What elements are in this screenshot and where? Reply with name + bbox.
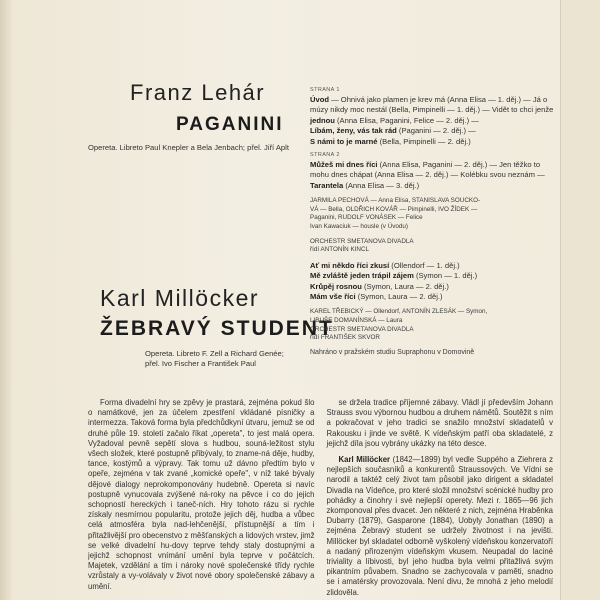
liner-paragraph-3 — [327, 455, 554, 598]
side-2-track-details: (Anna Elisa — 3. děj.) — [343, 180, 420, 190]
side-1-track — [310, 137, 558, 147]
liner-lead-name: Karl Millöcker — [338, 455, 391, 465]
student-track-details: (Symon, Laura — 2. děj.) — [361, 281, 449, 291]
lehar-subtitle: Opereta. Libreto Paul Knepler a Bela Jenbach; přel. Jiří Aplt — [88, 143, 289, 152]
side-2-track — [310, 160, 558, 181]
cast-credit-line: Ivan Kawaciuk — housle (v Úvodu) — [310, 223, 408, 231]
adjacent-column-fragment — [560, 0, 600, 600]
student-credit-line: řídí FRANTIŠEK SKVOR — [310, 334, 380, 342]
student-track-title: Mám vše říci — [310, 292, 356, 302]
student-credit-line: KAREL TŘEBICKÝ — Ollendorf, ANTONÍN ZLESÁK — Symon, — [310, 308, 488, 316]
side-2-track-details: (Anna Elisa, Paganini — 2. děj.) — Jen těžko to mohu dnes chápat (Anna Elisa — 2. děj.) — Kolébku svou neznám — — [310, 160, 545, 180]
student-tracks — [310, 261, 558, 303]
paganini-cast-credits — [310, 197, 558, 231]
student-track — [310, 271, 558, 281]
side-2-track-title: Můžeš mi dnes říci — [310, 160, 378, 170]
student-cast-credits — [310, 308, 558, 342]
side-1-track-title: jednou — [310, 115, 335, 125]
paganini-orchestra: ORCHESTR SMETANOVA DIVADLA — [310, 237, 414, 245]
student-track-title: Krůpěj rosnou — [310, 281, 362, 291]
cast-credit-line: Paganini, RUDOLF VONÁSEK — Felice — [310, 214, 423, 222]
student-track-title: Mě zvláště jeden trápil zájem — [310, 271, 414, 281]
side-1-label: STRANA 1 — [310, 87, 340, 93]
student-credit-line: ORCHESTR SMETANOVA DIVADLA — [310, 325, 414, 333]
student-track-title: Ať mi někdo říci zkusí — [310, 260, 390, 270]
liner-paragraph-2: se držela tradice příjemné zábavy. Vládl jí především Johann Strauss svou výbornou hudbou a druhem námětů. Soutěžit s ním a pokračovat v jeho tradici se snažilo množství skladatelů v Rakousku i jinde ve světě. K vídeňským patří oba skladatelé, z jejichž díla jsou vybrány ukázky na této desce. — [326, 398, 553, 448]
side-1-track-title: S námi to je marné — [310, 136, 378, 146]
side-1-track — [310, 95, 558, 116]
side-2-track — [310, 181, 558, 191]
cast-credit-line: JARMILA PECHOVÁ — Anna Elisa, STANISLAVA SOUCKO- — [310, 197, 481, 205]
side-1-track-details: — Ohnivá jako plamen je krev má (Anna Elisa — 1. děj.) — Já o múzy nikdy moc nestál (Bella, Pimpinelli — 1. děj.) — Vidět to chci jenže — [310, 95, 554, 115]
student-track-details: (Symon, Laura — 2. děj.) — [355, 292, 443, 302]
student-track — [310, 282, 558, 292]
side-1-track — [310, 116, 558, 126]
side-1-track-details: (Anna Elisa, Paganini, Felice — 2. děj.) — — [334, 115, 479, 125]
student-track-details: (Ollendorf — 1. děj.) — [389, 260, 460, 270]
side-2-label: STRANA 2 — [310, 152, 340, 159]
millocker-composer-name: Karl Millöcker — [100, 285, 260, 311]
liner-notes — [88, 398, 553, 600]
millocker-subtitle-1: Opereta. Libreto F. Zell a Richard Genée; — [145, 349, 284, 358]
side-1-tracks — [310, 95, 558, 147]
side-1-track-details: (Paganini — 2. děj.) — — [396, 126, 476, 136]
student-track — [310, 292, 558, 302]
sleeve-left-edge — [0, 0, 12, 600]
liner-paragraph-3-text: (1842—1899) byl vedle Suppého a Ziehrera z nejlepších současníků a konkurentů Straussových. Ve Vídni se narodil a taktéž celý život tam působil jako dirigent a skladatel Divadla na Vídeňce, pro které složil množství scénické hudby pro pohádky a činohry i své nejlepší operety. Mezi r. 1865—96 jich zkomponoval přes dvacet. Jen některé z nich, zejména Hraběnka Dubarry (1879), Gasparone (1884), Uobyly Jonathan (1890) a zejména Žebravý student se udržely životnost i na jevišti. Millöcker byl skladatel odborně vyškolený vídeňskou konzervatoří a nadaný přirozeným vídeňským vkusem. Neupadal do laciné triviality a líbivosti, byl jeho hudba byla velmi přitažlivá svým pikantním půvabem. Snadno se zachycovala v paměti, snadno se i amatérsky provozovala. Není divu, že mnohá z jeho melodií zlidověla. — [326, 455, 553, 597]
paganini-conductor: řídí ANTONÍN KINCL — [310, 246, 370, 254]
student-credit-line: LIBUŠE DOMANÍNSKÁ — Laura — [310, 317, 403, 325]
lehar-composer-name: Franz Lehár — [130, 80, 266, 105]
side-2-track-title: Tarantela — [310, 180, 344, 190]
liner-paragraph-1: Forma divadelní hry se zpěvy je prastará, zejména pokud šlo o namátkové, jen za účelem zpestření vkládané písničky a intermezza. Taková forma byla předchůdkyní útvaru, jemuž se od druhé půle 19. století začalo říkat „opereta", to jest malá opera. Vyžadoval pevně sepětí slova s hudbou, souná-ležitost stylu všech složek, které postupně přibývaly, to zname-ná děje, hudby, tance, kostýmů a výpravy. Tak tomu už dávno předtím bylo v opeře, zejména v tak zvané „komické opeře", v níž také bývaly dějové dialogy neprokomponovány hudebně. Opereta si navíc postupně vynucovala zvýšené ná-roky na pěvce i co do jejich schopností hereckých i taneč-ních. Hry tohoto rázu si rychle získaly nesmírnou popularitu, protože jejich děj, hudba a vůbec celá atmosféra byla nad-lehčenější, přístupnější a tím i přitažlivější pro obecenstvo z měšťanských a lidových vrstev, jimž se velké divadelní hu-dovy teprve tehdy staly dostupnými a jejichž schopnost vnímání umění byla teprve v počátcích. Majetek, vzdělání a tím i nároky nové společenské třídy rychle vzrůstaly a vy-volávaly v život nové obory společenské zábavy a umění. — [88, 398, 315, 591]
student-track — [310, 261, 558, 271]
side-1-track — [310, 126, 558, 136]
side-1-track-title: Úvod — [310, 95, 329, 104]
millocker-work-title: ŽEBRAVÝ STUDENT — [100, 317, 334, 340]
cast-credit-line: VÁ — Bella, OLDŘICH KOVÁŘ — Pimpinelli, IVO ŽÍDEK — — [310, 205, 478, 213]
side-2-tracks — [310, 160, 558, 191]
recording-note: Nahráno v pražském studiu Supraphonu v Domovině — [310, 348, 475, 356]
millocker-subtitle-2: přel. Ivo Fischer a František Paul — [145, 359, 256, 368]
lehar-work-title: PAGANINI — [176, 114, 284, 135]
side-1-track-title: Líbám, ženy, vás tak rád — [310, 126, 397, 136]
track-list — [310, 84, 558, 357]
side-1-track-details: (Bella, Pimpinelli — 2. děj.) — [377, 136, 471, 146]
student-track-details: (Symon — 1. děj.) — [413, 271, 478, 281]
